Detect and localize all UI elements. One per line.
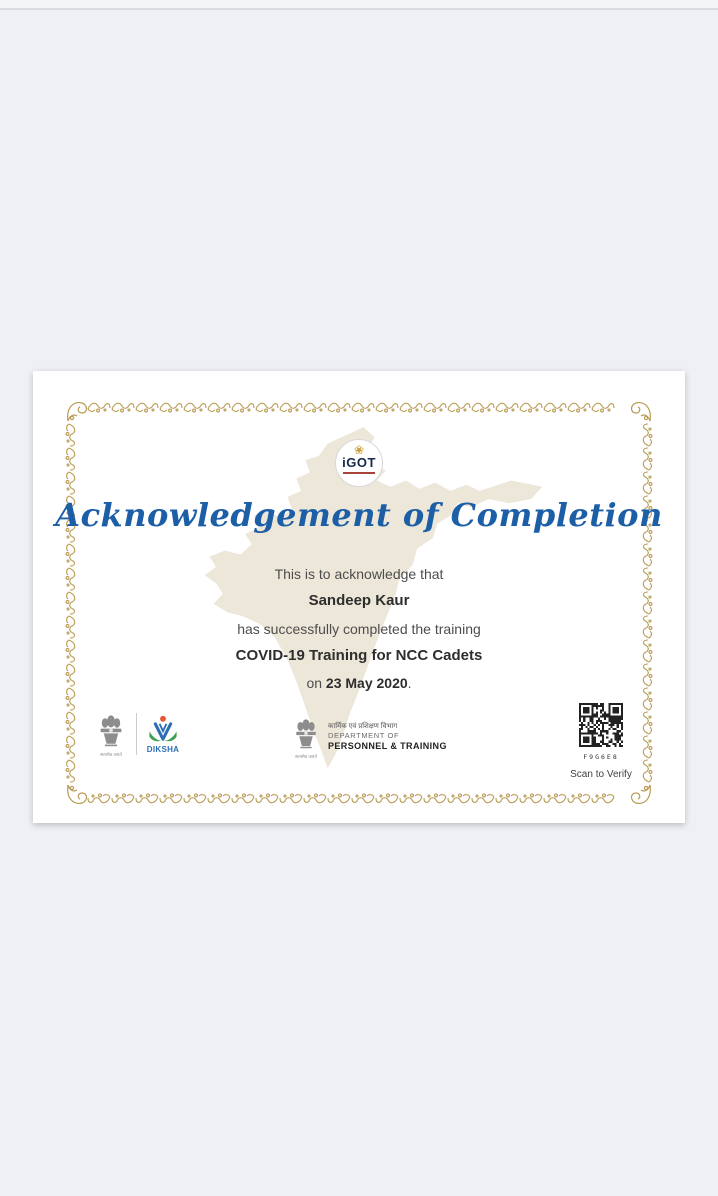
- dpt-personnel-training: PERSONNEL & TRAINING: [328, 741, 447, 751]
- dpt-hindi-line: कार्मिक एवं प्रशिक्षण विभाग: [328, 723, 398, 730]
- certificate-card: [33, 371, 685, 823]
- diksha-logo: [146, 714, 180, 754]
- certificate-title: Acknowledgement of Completion: [55, 496, 663, 534]
- verify-block: [565, 703, 637, 780]
- diksha-label: DIKSHA: [146, 745, 180, 754]
- top-strip: [0, 0, 718, 8]
- dpt-department-of: DEPARTMENT OF: [328, 731, 400, 740]
- course-name: COVID-19 Training for NCC Cadets: [235, 647, 483, 664]
- scan-to-verify-label: Scan to Verify: [570, 769, 632, 780]
- dpt-emblem-motto: सत्यमेव जयते: [295, 754, 317, 759]
- diksha-icon: [146, 714, 180, 744]
- dpt-logo-block: [291, 715, 447, 759]
- completion-date: 23 May 2020: [325, 675, 408, 691]
- acknowledge-line: This is to acknowledge that: [274, 566, 444, 582]
- qr-code: [579, 703, 623, 747]
- verify-code: F9G6E8: [583, 753, 619, 761]
- date-line: [33, 673, 685, 693]
- igot-logo-text: iGOT: [342, 455, 376, 470]
- date-prefix: on: [306, 675, 326, 691]
- date-suffix: .: [407, 675, 412, 691]
- completed-line: has successfully completed the training: [237, 621, 481, 637]
- national-emblem-icon: [95, 711, 127, 757]
- igot-flower-icon: ❀: [353, 443, 365, 457]
- igot-logo: [335, 439, 383, 487]
- dpt-emblem-icon: [291, 715, 321, 759]
- emblem-motto: सत्यमेव जयते: [100, 752, 122, 757]
- footer-left-logos: [95, 711, 180, 757]
- logo-divider: [136, 713, 137, 755]
- top-divider-line: [0, 8, 718, 10]
- recipient-name: Sandeep Kaur: [308, 592, 410, 609]
- igot-tagline-bar: [343, 472, 375, 474]
